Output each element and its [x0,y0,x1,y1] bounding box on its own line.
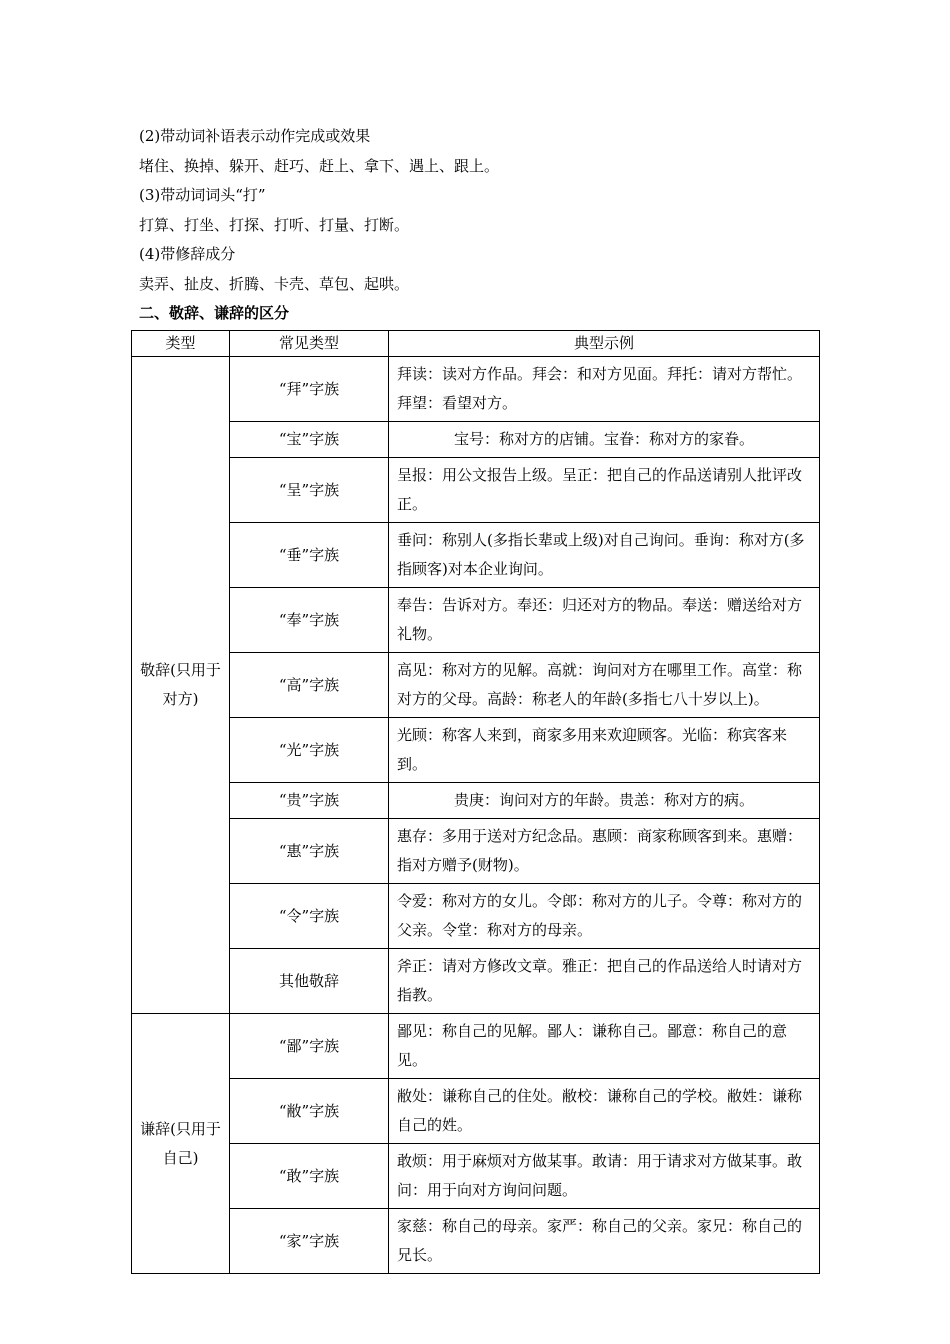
example-cell: 呈报：用公文报告上级。呈正：把自己的作品送请别人批评改正。 [389,458,820,523]
family-cell: “呈”字族 [230,458,389,523]
family-cell: “令”字族 [230,884,389,949]
header-type: 类型 [132,331,230,357]
example-cell: 令爱：称对方的女儿。令郎：称对方的儿子。令尊：称对方的父亲。令堂：称对方的母亲。 [389,884,820,949]
family-cell: “敢”字族 [230,1144,389,1209]
example-cell: 惠存：多用于送对方纪念品。惠顾：商家称顾客到来。惠赠：指对方赠予(财物)。 [389,819,820,884]
table-row [132,357,820,422]
example-cell: 奉告：告诉对方。奉还：归还对方的物品。奉送：赠送给对方礼物。 [389,588,820,653]
table-row [132,458,820,523]
table-row [132,1144,820,1209]
p4-text: 卖弄、扯皮、折腾、卡壳、草包、起哄。 [139,275,410,293]
table-row [132,819,820,884]
example-cell: 斧正：请对方修改文章。雅正：把自己的作品送给人时请对方指教。 [389,949,820,1014]
table-header-row [132,331,820,357]
p2-text: 堵住、换掉、躲开、赶巧、赶上、拿下、遇上、跟上。 [139,157,500,175]
example-cell: 拜读：读对方作品。拜会：和对方见面。拜托：请对方帮忙。拜望：看望对方。 [389,357,820,422]
table-row [132,1079,820,1144]
humble-category: 谦辞(只用于自己) [132,1014,230,1274]
table-row [132,523,820,588]
p2-title: (2)带动词补语表示动作完成或效果 [139,127,371,145]
table-row [132,422,820,458]
honorific-category: 敬辞(只用于对方) [132,357,230,1014]
example-cell: 宝号：称对方的店铺。宝眷：称对方的家眷。 [389,422,820,458]
example-cell: 敢烦：用于麻烦对方做某事。敢请：用于请求对方做某事。敢问：用于向对方询问问题。 [389,1144,820,1209]
p3-text: 打算、打坐、打探、打听、打量、打断。 [139,216,410,234]
table-row [132,1209,820,1274]
table-row [132,783,820,819]
family-cell: “高”字族 [230,653,389,718]
section-title: 二、敬辞、谦辞的区分 [139,304,290,322]
example-cell: 家慈：称自己的母亲。家严：称自己的父亲。家兄：称自己的兄长。 [389,1209,820,1274]
example-cell: 高见：称对方的见解。高就：询问对方在哪里工作。高堂：称对方的父母。高龄：称老人的年龄(多指七八十岁以上)。 [389,653,820,718]
p3-title: (3)带动词词头“打” [139,186,266,204]
p4-title: (4)带修辞成分 [139,245,236,263]
family-cell: “贵”字族 [230,783,389,819]
family-cell: “宝”字族 [230,422,389,458]
example-cell: 光顾：称客人来到，商家多用来欢迎顾客。光临：称宾客来到。 [389,718,820,783]
family-cell: “光”字族 [230,718,389,783]
header-common-type: 常见类型 [230,331,389,357]
honorific-humble-table [131,330,820,1274]
table-row [132,718,820,783]
family-cell: 其他敬辞 [230,949,389,1014]
table-row [132,653,820,718]
example-cell: 贵庚：询问对方的年龄。贵恙：称对方的病。 [389,783,820,819]
example-cell: 垂问：称别人(多指长辈或上级)对自己询问。垂询：称对方(多指顾客)对本企业询问。 [389,523,820,588]
family-cell: “家”字族 [230,1209,389,1274]
table-row [132,884,820,949]
family-cell: “敝”字族 [230,1079,389,1144]
table-row [132,1014,820,1079]
example-cell: 鄙见：称自己的见解。鄙人：谦称自己。鄙意：称自己的意见。 [389,1014,820,1079]
header-example: 典型示例 [389,331,820,357]
table-row [132,588,820,653]
example-cell: 敝处：谦称自己的住处。敝校：谦称自己的学校。敝姓：谦称自己的姓。 [389,1079,820,1144]
family-cell: “拜”字族 [230,357,389,422]
family-cell: “奉”字族 [230,588,389,653]
family-cell: “垂”字族 [230,523,389,588]
family-cell: “鄙”字族 [230,1014,389,1079]
table-row [132,949,820,1014]
family-cell: “惠”字族 [230,819,389,884]
